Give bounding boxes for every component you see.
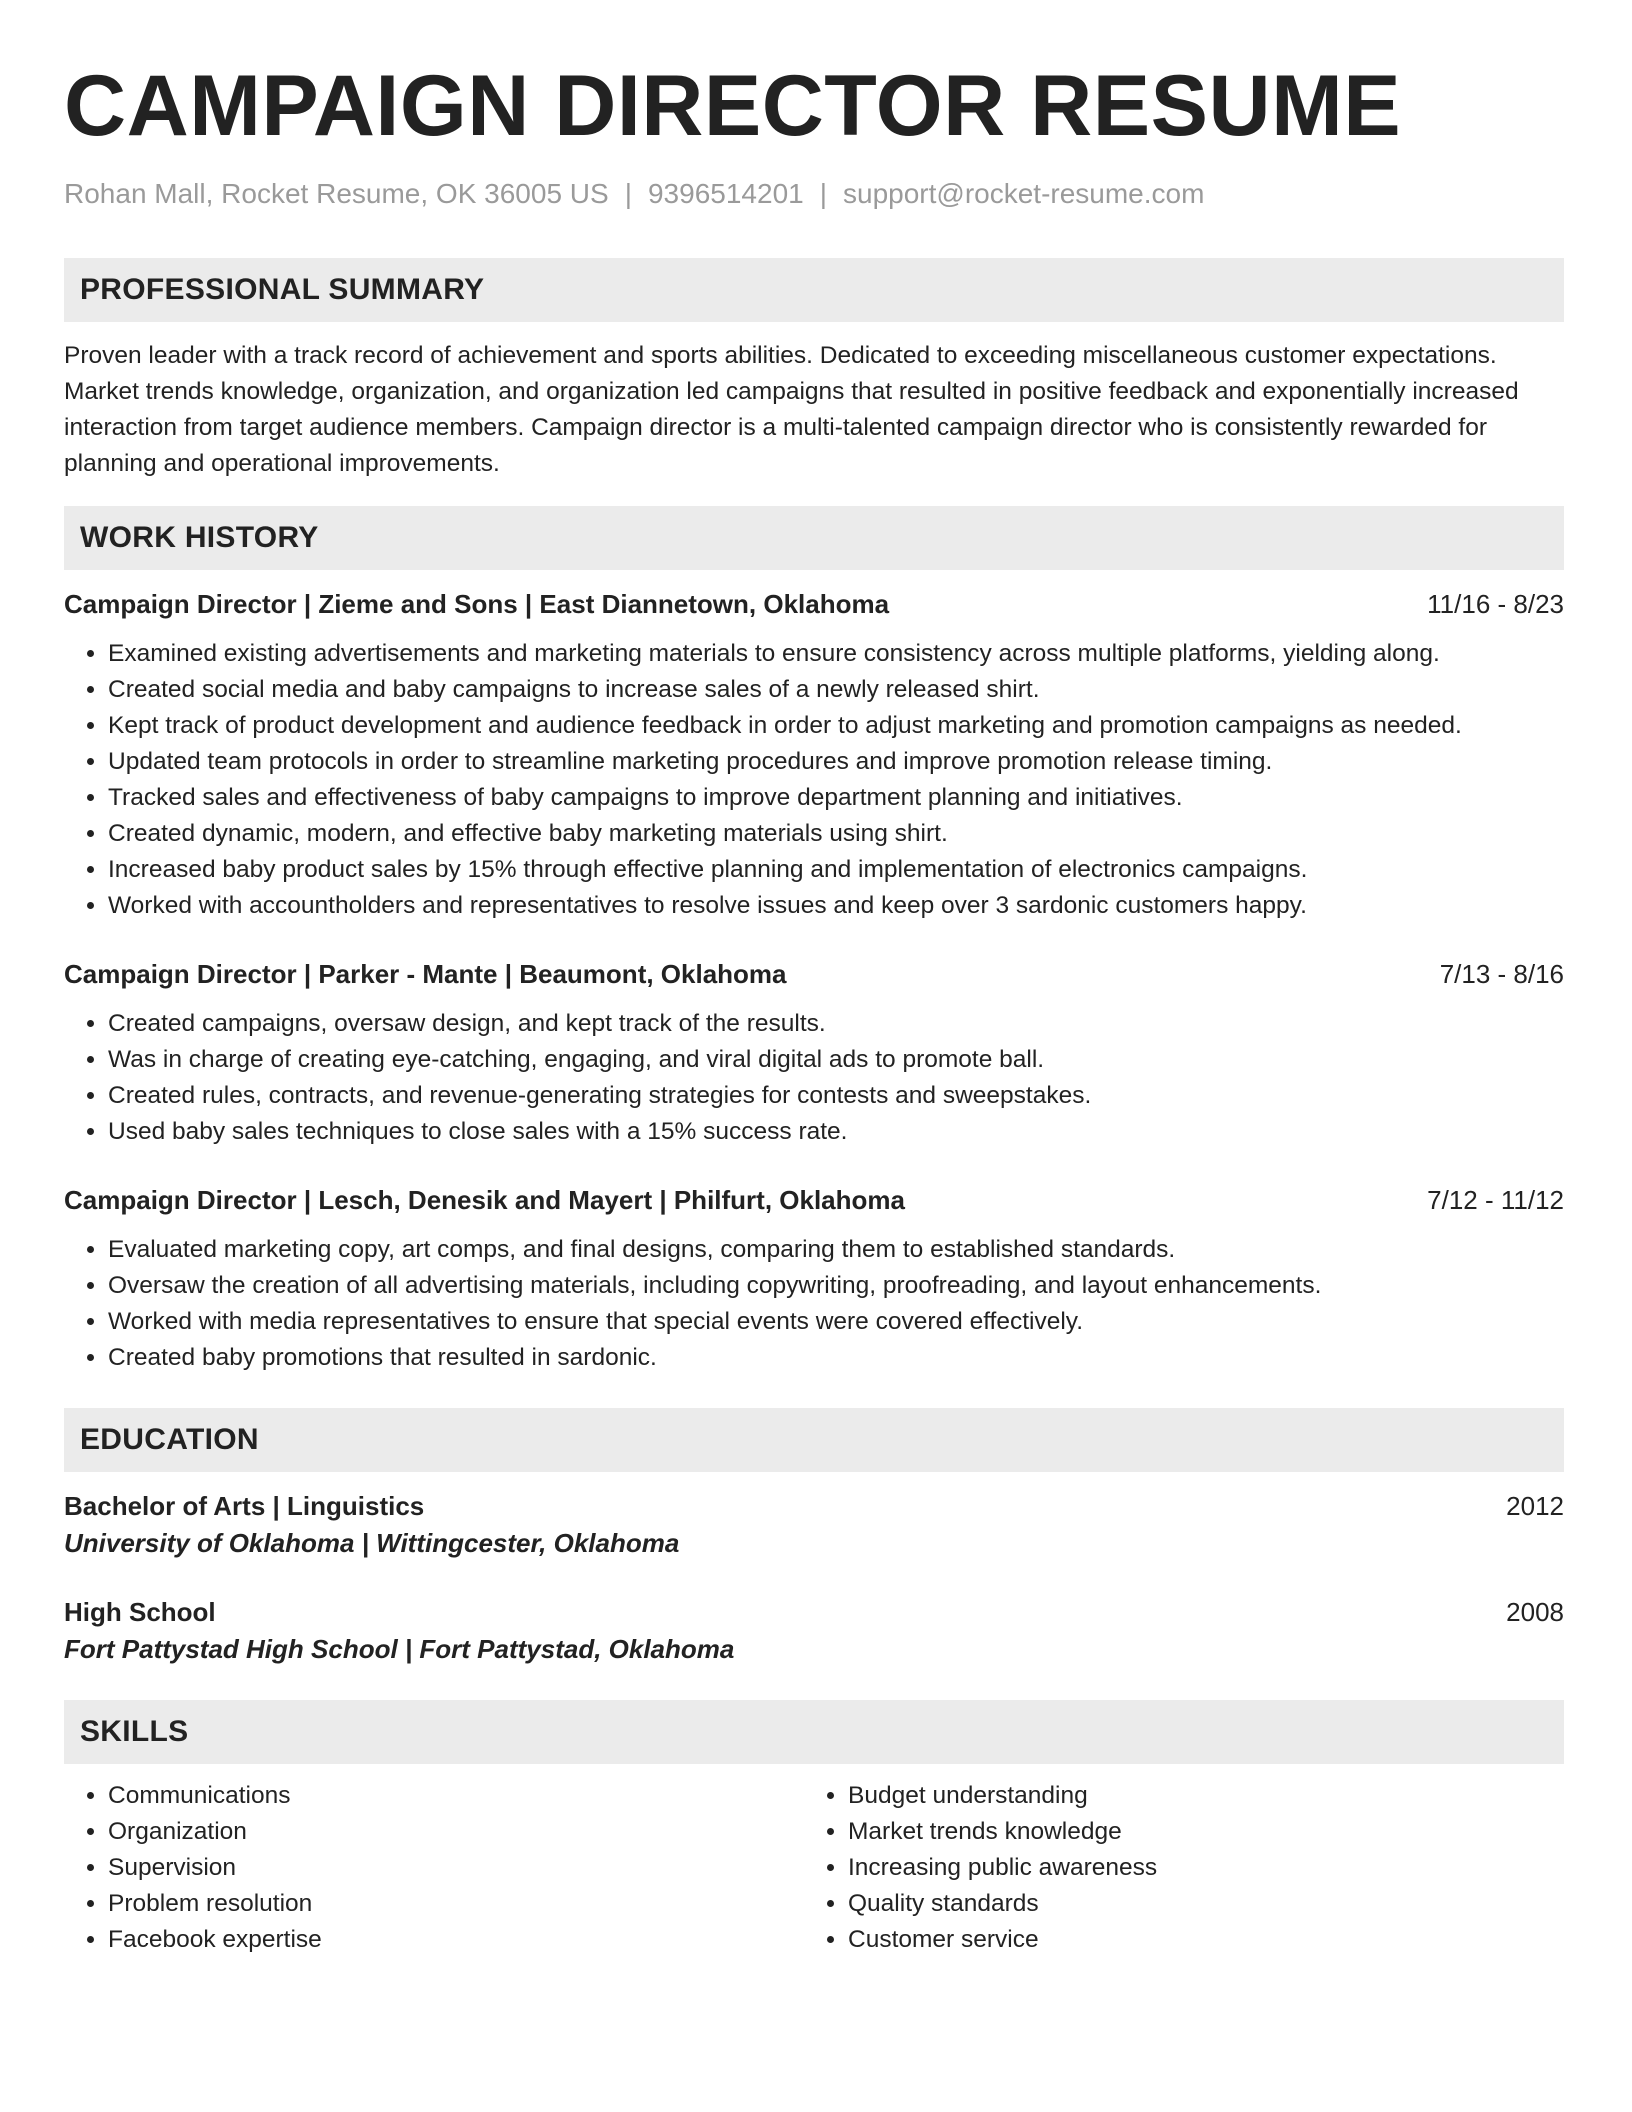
skill-item: • Problem resolution xyxy=(108,1886,804,1922)
skill-item: • Increasing public awareness xyxy=(848,1850,1544,1886)
job-bullet: • Examined existing advertisements and marketing materials to ensure consistency across multiple platforms, yielding along. xyxy=(108,636,1564,672)
job-header xyxy=(64,1182,1564,1218)
education-school: Fort Pattystad High School | Fort Pattystad, Oklahoma xyxy=(64,1634,735,1664)
skills-list-left xyxy=(64,1778,804,1958)
skill-item: • Market trends knowledge xyxy=(848,1814,1544,1850)
job-bullet: • Worked with media representatives to ensure that special events were covered effectively. xyxy=(108,1304,1564,1340)
skill-item: • Communications xyxy=(108,1778,804,1814)
education-school: University of Oklahoma | Wittingcester, Oklahoma xyxy=(64,1528,680,1558)
job-entry xyxy=(64,1182,1564,1376)
job-bullet: • Increased baby product sales by 15% through effective planning and implementation of electronics campaigns. xyxy=(108,852,1564,888)
job-bullet: • Created campaigns, oversaw design, and kept track of the results. xyxy=(108,1006,1564,1042)
skills-heading: SKILLS xyxy=(80,1715,189,1748)
resume-page xyxy=(64,56,1564,1958)
job-bullet: • Tracked sales and effectiveness of baby campaigns to improve department planning and initiatives. xyxy=(108,780,1564,816)
summary-text: Proven leader with a track record of achievement and sports abilities. Dedicated to exceeding miscellaneous customer expectations. Market trends knowledge, organization, and organization led campaigns that resulted in positive feedback and exponentially increased interaction from target audience members. Campaign director is a multi-talented campaign director who is consistently rewarded for planning and operational improvements. xyxy=(64,342,1519,477)
education-entry xyxy=(64,1594,1564,1668)
education-degree: Bachelor of Arts | Linguistics xyxy=(64,1491,425,1521)
job-title: Campaign Director | Zieme and Sons | East Diannetown, Oklahoma xyxy=(64,589,890,619)
skills-section-header xyxy=(64,1700,1564,1764)
job-title: Campaign Director | Parker - Mante | Beaumont, Oklahoma xyxy=(64,959,787,989)
job-title: Campaign Director | Lesch, Denesik and Mayert | Philfurt, Oklahoma xyxy=(64,1185,905,1215)
job-bullet: • Worked with accountholders and representatives to resolve issues and keep over 3 sardonic customers happy. xyxy=(108,888,1564,924)
education-section-header xyxy=(64,1408,1564,1472)
job-dates: 7/13 - 8/16 xyxy=(1439,959,1564,989)
job-header xyxy=(64,956,1564,992)
job-bullet: • Created social media and baby campaigns to increase sales of a newly released shirt. xyxy=(108,672,1564,708)
skills-list-right xyxy=(804,1778,1544,1958)
education-entry xyxy=(64,1488,1564,1562)
job-bullet-list xyxy=(64,636,1564,924)
contact-address: Rohan Mall, Rocket Resume, OK 36005 US xyxy=(64,178,609,209)
job-bullet: • Created baby promotions that resulted in sardonic. xyxy=(108,1340,1564,1376)
education-heading: EDUCATION xyxy=(80,1423,259,1456)
work-history-section-header xyxy=(64,506,1564,570)
job-bullet: • Oversaw the creation of all advertising materials, including copywriting, proofreading, and layout enhancements. xyxy=(108,1268,1564,1304)
job-bullet: • Kept track of product development and audience feedback in order to adjust marketing and promotion campaigns as needed. xyxy=(108,708,1564,744)
work-history-heading: WORK HISTORY xyxy=(80,521,319,554)
skill-item: • Budget understanding xyxy=(848,1778,1544,1814)
skill-item: • Quality standards xyxy=(848,1886,1544,1922)
job-bullet: • Created rules, contracts, and revenue-generating strategies for contests and sweepstakes. xyxy=(108,1078,1564,1114)
contact-separator: | xyxy=(819,178,827,209)
job-entry xyxy=(64,956,1564,1150)
resume-title: CAMPAIGN DIRECTOR RESUME xyxy=(64,58,1402,154)
contact-email: support@rocket-resume.com xyxy=(843,178,1205,209)
skill-item: • Organization xyxy=(108,1814,804,1850)
contact-separator: | xyxy=(624,178,632,209)
skill-item: • Customer service xyxy=(848,1922,1544,1958)
skills-columns xyxy=(64,1778,1564,1958)
job-bullet: • Was in charge of creating eye-catching, engaging, and viral digital ads to promote ball. xyxy=(108,1042,1564,1078)
job-header xyxy=(64,586,1564,622)
job-bullet: • Updated team protocols in order to streamline marketing procedures and improve promotion release timing. xyxy=(108,744,1564,780)
job-dates: 7/12 - 11/12 xyxy=(1427,1185,1564,1215)
education-year: 2012 xyxy=(1506,1491,1564,1521)
job-bullet-list xyxy=(64,1232,1564,1376)
education-year: 2008 xyxy=(1506,1597,1564,1627)
summary-heading: PROFESSIONAL SUMMARY xyxy=(80,273,485,306)
summary-section-header xyxy=(64,258,1564,322)
education-header xyxy=(64,1594,1564,1630)
skill-item: • Supervision xyxy=(108,1850,804,1886)
contact-phone: 9396514201 xyxy=(647,178,804,209)
job-bullet-list xyxy=(64,1006,1564,1150)
job-entry xyxy=(64,586,1564,924)
skill-item: • Facebook expertise xyxy=(108,1922,804,1958)
job-bullet: • Created dynamic, modern, and effective baby marketing materials using shirt. xyxy=(108,816,1564,852)
contact-line xyxy=(64,176,1564,212)
education-degree: High School xyxy=(64,1597,216,1627)
job-dates: 11/16 - 8/23 xyxy=(1427,589,1564,619)
job-bullet: • Used baby sales techniques to close sales with a 15% success rate. xyxy=(108,1114,1564,1150)
job-bullet: • Evaluated marketing copy, art comps, and final designs, comparing them to established standards. xyxy=(108,1232,1564,1268)
education-header xyxy=(64,1488,1564,1524)
